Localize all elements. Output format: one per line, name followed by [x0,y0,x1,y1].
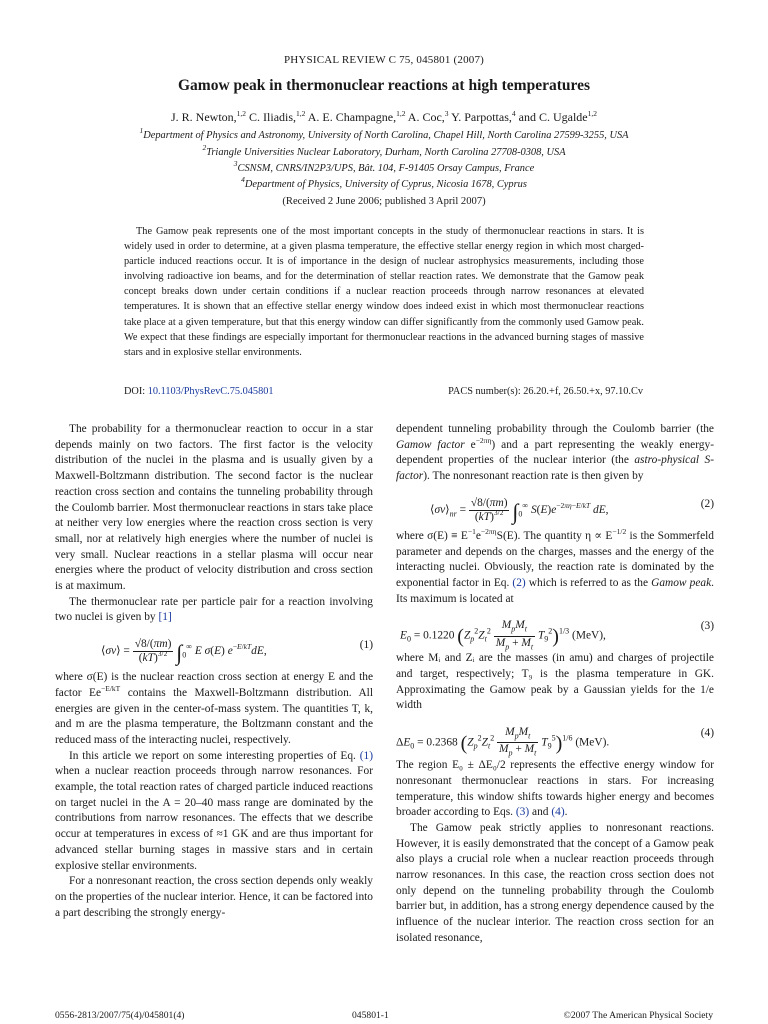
body-paragraph: The probability for a thermonuclear reaction to occur in a star depends mainly on two factors. The first factor is the velocity distribution of the nuclei in the plasma and is usually given by a Maxwell-Boltzmann distribution. The second factor is the nuclear reaction cross section and contains the tunneling probability through the Coulomb barrier. Most thermonuclear reactions in stars take place at neither very low energies where the reaction cross section is very small, nor at relatively high energies where the number of nuclei is very small. Nuclear reactions in a stellar plasma will occur near energies where the product of velocity distribution and cross section is at maximum. [55,423,373,593]
affiliation-3 [0,161,768,176]
equation-4 [396,714,714,758]
abstract-text: The Gamow peak represents one of the most important concepts in the study of thermonuclear reactions in stars. It is widely used in order to determine, at a given plasma temperature, the effective stellar energy region in which most charged-particle induced reactions occur. It is of importance in the design of nuclear astrophysics measurements, including those involving radioactive ion beams, and for the determination of stellar reaction rates. We demonstrate that the Gamow peak concept breaks down under certain conditions if a nuclear reaction proceeds through narrow resonances at elevated temperatures. It is shown that an effective stellar energy window does indeed exist in which most thermonuclear reactions take place at a given temperature, but that this energy window can differ significantly from the commonly used Gamow peak. We expect that these findings are especially important for thermonuclear reactions in the advanced burning stages of massive stars and in explosive stellar environments. [124,226,644,358]
paragraph-text: and [529,806,552,819]
body-paragraph: where Mᵢ and Zᵢ are the masses (in amu) and charges of projectile and target, respectively; T₉ is the plasma temperature in GK. Approximating the Gamow peak by a Gaussian yields for the 1/e width [396,652,714,712]
citation-link[interactable]: [1] [158,611,172,624]
author: and C. Ugalde [518,110,588,124]
exponent: −1 [467,526,476,536]
doi-label: DOI: [124,386,148,397]
abstract [124,224,644,360]
affiliation-text: Department of Physics, University of Cyprus, Nicosia 1678, Cyprus [244,179,527,190]
left-column [55,422,373,921]
equation-2 [396,485,714,529]
paragraph-text: ) and a part representing the weakly energy-dependent properties of the nuclear interior (the [396,438,714,467]
equation-3 [396,607,714,651]
author-list [0,110,768,126]
affiliation-2 [0,145,768,160]
author: Y. Parpottas, [451,110,512,124]
paragraph-text: which is referred to as the [525,576,652,589]
author-affiliation-mark: 4 [511,109,516,118]
doi-line [124,384,274,400]
paragraph-text: e [464,438,476,451]
body-paragraph [396,422,714,485]
paragraph-text: The region E₀ ± ΔE₀/2 represents the effective energy window for nonresonant thermonuclear reactions in stars. For increasing temperature, this window shifts towards higher energy and becomes broader according to Eqs. [396,759,714,819]
paragraph-text: . Its maximum is located at [396,576,714,605]
footer-copyright: ©2007 The American Physical Society [563,1010,713,1021]
right-column [396,422,714,947]
affiliation-number: 3 [233,159,238,168]
equation-2-math: $⟨\sigma v⟩_{nr}$ = $\frac{√8/(\pi m)}{(kT)^{3/2}}$ $\int_0^\infty$ $S(E)e^{-2\pi\eta-E/kT}$ dE, [430,496,609,524]
affiliation-number: 4 [241,175,245,184]
equation-link[interactable]: (1) [359,749,373,762]
affiliation-1 [0,128,768,143]
exponent: −E/kT [101,683,121,693]
author-affiliation-mark: 3 [444,109,449,118]
paragraph-text: The thermonuclear rate per particle pair for a reaction involving two nuclei is given by [55,595,373,624]
term-gamow-peak: Gamow peak [651,576,712,589]
term-gamow-factor: Gamow factor [396,438,465,451]
paragraph-text: S(E). The quantity η ∝ E [496,529,613,542]
equation-number: (3) [700,620,714,633]
exponent: −2πη [475,435,492,445]
equation-number: (4) [700,727,714,740]
paragraph-text: contains the Maxwell-Boltzmann distribution. All energies are given in the center-of-mass system. The quantities T, k, and m are the plasma temperature, the Boltzmann constant and the reduced mass of the interacting nuclei, respectively. [55,686,373,746]
body-paragraph [55,595,373,626]
paragraph-text: In this article we report on some interesting properties of Eq. [69,749,360,762]
paragraph-text: when a nuclear reaction proceeds through narrow resonances. For example, the total reaction rates of charged particle induced reactions on target nuclei in the A = 20–40 mass range are dominated by the contributions from narrow resonances. The effects that we describe occur at temperatures in excess of ≈1 GK and are thus important for advanced stellar burning stages in massive stars and in certain explosive stellar environments. [55,765,373,872]
footer-issn: 0556-2813/2007/75(4)/045801(4) [55,1010,185,1021]
paragraph-text: where σ(E) is the nuclear reaction cross section at energy E and the factor Ee [55,671,373,699]
equation-4-math: $\Delta E_0 = 0.2368$ ($Z_p^2Z_t^2$ $\frac{M_pM_t}{M_p + M_t}$ $T_9^5)^{1/6}$ (MeV). [396,726,610,758]
paragraph-text: e [475,529,481,542]
paragraph-text: where σ(E) ≡ E [396,529,468,542]
body-paragraph [396,758,714,821]
paragraph-text: is the Sommerfeld parameter and depends on the charges, masses and the energy of the interacting nuclei. Obviously, the reaction rate is dominated by the exponential factor in Eq. [396,529,714,589]
author-affiliation-mark: 1,2 [296,109,306,118]
paragraph-text: ). The nonresonant reaction rate is then given by [423,470,644,483]
author: A. E. Champagne, [307,110,397,124]
pacs-numbers: PACS number(s): 26.20.+f, 26.50.+x, 97.10.Cv [448,386,643,397]
equation-1-math: ⟨σv⟩ = $\frac{√8/(\pi m)}{(kT)^{3/2}}$ $\int_0^\infty$ E σ(E) $e^{-E/kT}dE$, [101,638,267,666]
paragraph-text: . [564,806,568,819]
paragraph-text: dependent tunneling probability through the Coulomb barrier (the [396,423,714,435]
author-affiliation-mark: 1,2 [236,109,247,118]
author-affiliation-mark: 1,2 [396,109,406,118]
fraction: $\frac{M_pM_t}{M_p + M_t}$ [495,619,534,651]
body-paragraph [55,670,373,749]
equation-1 [55,626,373,670]
equation-link[interactable]: (3) [515,806,530,819]
equation-3-math: $E_0 = 0.1220$ ($Z_p^2Z_t^2$ $\frac{M_pM_t}{M_p + M_t}$ $T_9^2)^{1/3}$ (MeV), [400,619,606,651]
body-paragraph: For a nonresonant reaction, the cross section depends only weakly on the properties of the nuclear interior. Hence, it can be factored into a part describing the strongly energy- [55,875,373,919]
affiliation-text: CSNSM, CNRS/IN2P3/UPS, Bât. 104, F-91405 Orsay Campus, France [237,163,535,174]
equation-number: (1) [359,639,373,652]
paper-title: Gamow peak in thermonuclear reactions at high temperatures [177,77,590,94]
fraction: $\frac{M_pM_t}{M_p + M_t}$ [499,726,537,758]
running-head: PHYSICAL REVIEW C 75, 045801 (2007) [283,54,485,66]
affiliation-text: Triangle Universities Nuclear Laboratory, Durham, North Carolina 27708-0308, USA [206,147,566,158]
footer-page-number: 045801-1 [352,1010,389,1021]
affiliation-text: Department of Physics and Astronomy, University of North Carolina, Chapel Hill, North Carolina 27599-3255, USA [143,130,629,141]
received-dates: (Received 2 June 2006; published 3 April 2007) [282,196,486,207]
term-s-factor: astro-physical S-factor [396,454,714,483]
affiliation-number: 2 [202,143,207,152]
exponent: −2πη [480,526,497,536]
body-paragraph [396,526,714,608]
body-paragraph: The Gamow peak strictly applies to nonresonant reactions. However, it is easily demonstrated that the concept of a Gamow peak also plays a crucial role when a nuclear reaction proceeds through narrow resonances. In this case, the reaction cross section does not only depend on the tunneling probability through the Coulomb barrier but, in addition, has a strong energy dependence caused by the influence of the nuclear interior. The reaction cross section for an isolated resonance, [396,821,714,944]
doi-link[interactable]: 10.1103/PhysRevC.75.045801 [147,386,274,397]
equation-link[interactable]: (2) [512,576,526,589]
author: C. Iliadis, [249,110,297,124]
equation-number: (2) [700,497,714,510]
fraction: $\frac{√8/(\pi m)}{(kT)^{3/2}}$ [134,638,172,665]
fraction: $\frac{√8/(\pi m)}{(kT)^{3/2}}$ [470,496,508,523]
exponent: −1/2 [612,526,627,536]
body-paragraph [55,749,373,875]
equation-link[interactable]: (4) [551,806,565,819]
affiliation-number: 1 [139,126,144,135]
affiliation-4 [0,177,768,192]
author: A. Coc, [407,110,445,124]
author: J. R. Newton, [171,110,237,124]
author-affiliation-mark: 1,2 [587,109,597,118]
